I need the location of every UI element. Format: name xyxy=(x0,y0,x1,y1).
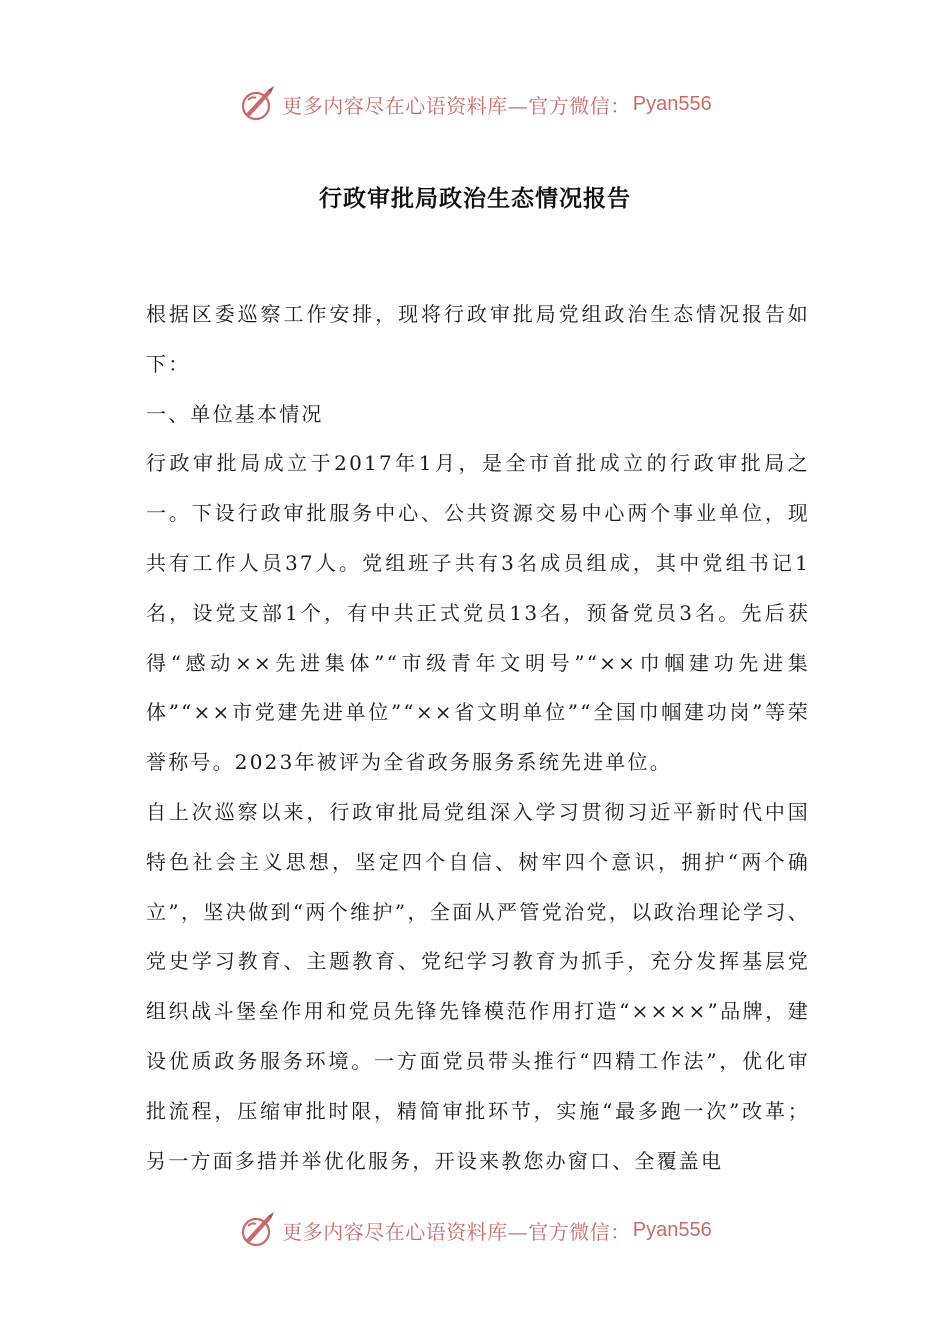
body-paragraph: 行政审批局成立于2017年1月，是全市首批成立的行政审批局之一。下设行政审批服务中心、公共资源交易中心两个事业单位，现共有工作人员37人。党组班子共有3名成员组成，其中党组书记1名，设党支部1个，有中共正式党员13名，预备党员3名。先后获得“感动××先进集体”“市级青年文明号”“××巾帼建功先进集体”“××市党建先进单位”“××省文明单位”“全国巾帼建功岗”等荣誉称号。2023年被评为全省政务服务系统先进单位。 xyxy=(146,451,810,775)
banner-slogan: 更多内容尽在心语资料库—官方微信： xyxy=(282,1219,631,1244)
quill-logo-icon xyxy=(238,84,278,124)
body-paragraph: 自上次巡察以来，行政审批局党组深入学习贯彻习近平新时代中国特色社会主义思想，坚定四个自信、树牢四个意识，拥护“两个确立”，坚决做到“两个维护”，全面从严管党治党，以政治理论学习、党史学习教育、主题教育、党纪学习教育为抓手，充分发挥基层党组织战斗堡垒作用和党员先锋先锋模范作用打造“××××”品牌，建设优质政务服务环境。一方面党员带头推行“四精工作法”，优化审批流程，压缩审批时限，精简审批环节，实施“最多跑一次”改革；另一方面多措并举优化服务，开设来教您办窗口、全覆盖电 xyxy=(146,799,810,1173)
banner-slogan: 更多内容尽在心语资料库—官方微信： xyxy=(282,93,631,118)
section-heading: 一、单位基本情况 xyxy=(146,401,324,426)
intro-paragraph: 根据区委巡察工作安排，现将行政审批局党组政治生态情况报告如下： xyxy=(146,302,810,376)
footer-banner xyxy=(0,1208,950,1252)
header-banner xyxy=(0,82,950,126)
banner-wechat-handle: Pyan556 xyxy=(632,1218,712,1241)
document-title: 行政审批局政治生态情况报告 xyxy=(319,185,631,212)
quill-logo-icon xyxy=(238,1210,278,1250)
banner-wechat-handle: Pyan556 xyxy=(632,92,712,115)
document-body xyxy=(146,290,810,1186)
